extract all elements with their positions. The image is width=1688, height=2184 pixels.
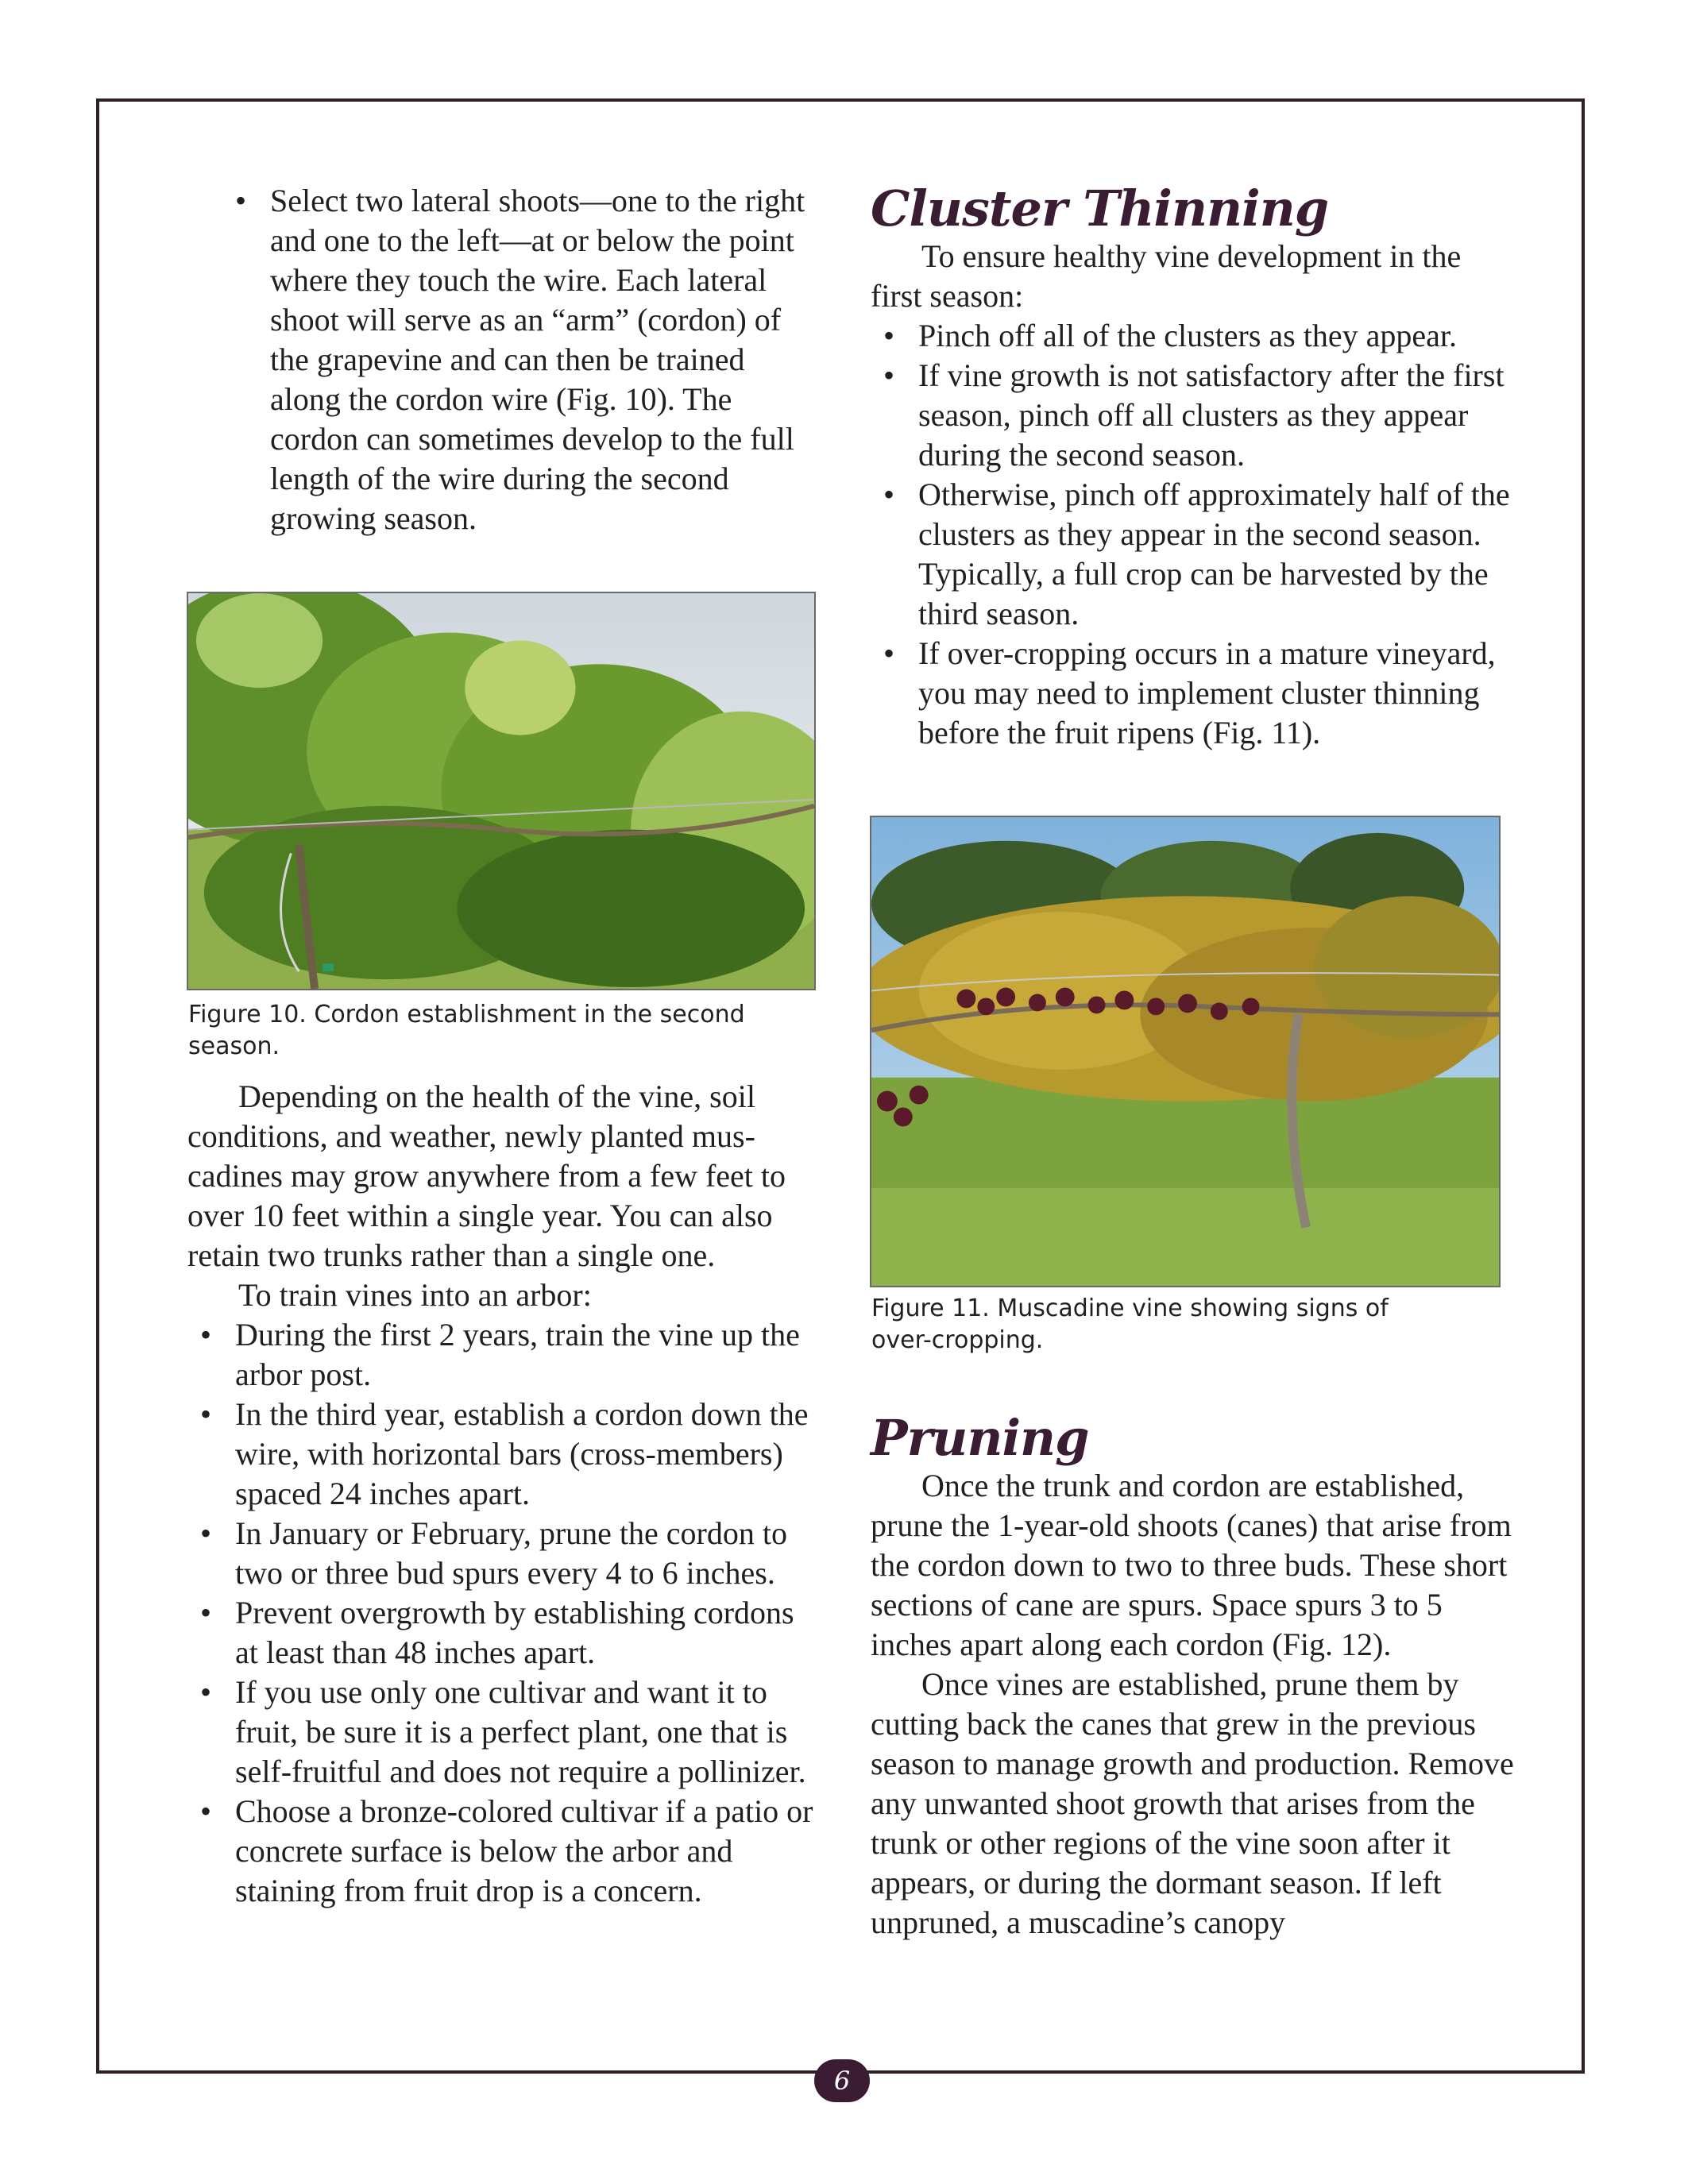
figure-10-caption: Figure 10. Cordon establishment in the second season. bbox=[188, 1001, 745, 1060]
cluster-thinning-heading: Cluster Thinning bbox=[871, 179, 1329, 237]
arbor-intro: To train vines into an arbor: bbox=[238, 1277, 592, 1313]
list-item: • Otherwise, pinch off approximately half of the clusters as they appear in the second season. Typically, a full crop can be harvested by the third season. bbox=[836, 475, 1514, 634]
figure-11-caption bbox=[871, 1293, 1507, 1356]
left-lower-text bbox=[187, 1077, 815, 1911]
grapevine-cordon-photo bbox=[188, 593, 814, 989]
muscadine-vine-photo bbox=[871, 817, 1499, 1286]
pruning-heading: Pruning bbox=[871, 1409, 1089, 1467]
list-item: • In the third year, establish a cordon down the wire, with horizontal bars (cross-members) spaced 24 inches apart. bbox=[153, 1395, 815, 1514]
figure-11-photo bbox=[870, 816, 1501, 1287]
pruning-paragraph-2: Once vines are established, prune them by cutting back the canes that grew in the previous season to manage growth and production. Remove any unwanted shoot growth that arises from the trunk or other regions of the vine soon after it appears, or during the dormant season. If left unpruned, a muscadine’s canopy bbox=[871, 1666, 1514, 1940]
list-item: • If over-cropping occurs in a mature vineyard, you may need to implement cluster thinning before the fruit ripens (Fig. 11). bbox=[836, 634, 1514, 753]
figure-11-caption-line: Figure 11. Muscadine vine showing signs of bbox=[871, 1295, 1389, 1322]
list-item: • During the first 2 years, train the vine up the arbor post. bbox=[153, 1315, 815, 1395]
cluster-thinning-list bbox=[836, 316, 1514, 753]
cluster-thinning-intro: To ensure healthy vine development in the first season: bbox=[871, 238, 1462, 314]
list-item: • Choose a bronze-colored cultivar if a patio or concrete surface is below the arbor and staining from fruit drop is a concern. bbox=[153, 1792, 815, 1911]
list-item: • If vine growth is not satisfactory after the first season, pinch off all clusters as they appear during the second season. bbox=[836, 356, 1514, 475]
pruning-section bbox=[871, 1410, 1514, 1943]
list-item: • Select two lateral shoots—one to the right and one to the left—at or below the point where they touch the wire. Each lateral shoot will serve as an “arm” (cordon) of the grapevine and can then be trained along the cordon wire (Fig. 10). The cordon can sometimes develop to the full length of the wire during the second growing season. bbox=[187, 181, 815, 538]
cluster-thinning-section bbox=[871, 181, 1514, 753]
list-item: • Prevent overgrowth by establishing cordons at least than 48 inches apart. bbox=[153, 1593, 815, 1673]
figure-11-caption-line: over-cropping. bbox=[871, 1326, 1044, 1354]
arbor-list bbox=[153, 1315, 815, 1911]
growth-paragraph: Depending on the health of the vine, soil conditions, and weather, newly planted muscadines may grow anywhere from a few feet to over 10 feet within a single year. You can also retain two trunks rather than a single one. bbox=[187, 1078, 786, 1273]
list-item: • In January or February, prune the cordon to two or three bud spurs every 4 to 6 inches. bbox=[153, 1514, 815, 1593]
page-number: 6 bbox=[814, 2059, 870, 2102]
pruning-paragraph-1: Once the trunk and cordon are established, prune the 1-year-old shoots (canes) that arise from the cordon down to two to three buds. These short sections of cane are spurs. Space spurs 3 to 5 inches apart along each cordon (Fig. 12). bbox=[871, 1468, 1512, 1662]
shoot-selection-list bbox=[187, 181, 815, 538]
list-item: • If you use only one cultivar and want it to fruit, be sure it is a perfect plant, one that is self-fruitful and does not require a pollinizer. bbox=[153, 1673, 815, 1792]
figure-10-photo bbox=[187, 592, 816, 990]
list-item: • Pinch off all of the clusters as they appear. bbox=[836, 316, 1514, 356]
